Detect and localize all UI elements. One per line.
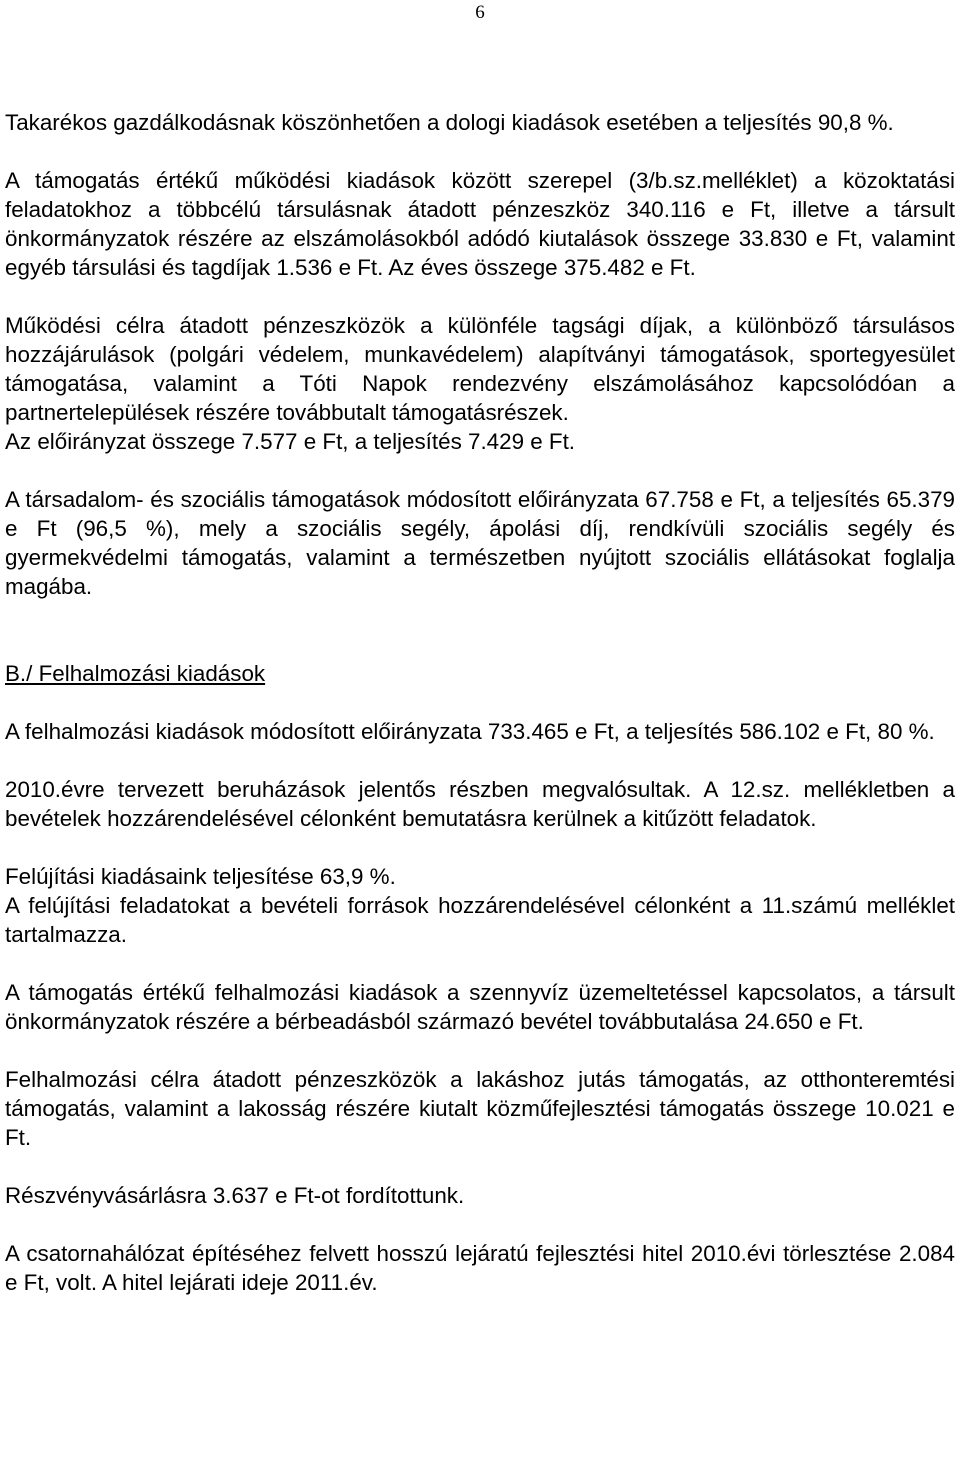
paragraph-reszvenyvasarlas: Részvényvásárlásra 3.637 e Ft-ot fordítottunk.: [5, 1183, 465, 1208]
paragraph-mukodesi-kiadasok: A támogatás értékű működési kiadások között szerepel (3/b.sz.melléklet) a közoktatási feladatokhoz a többcélú társulásnak átadott pénzeszköz 340.116 e Ft, illetve a társult önkormányzatok részére az elszámolásokból adódó kiutalások összege 33.830 e Ft, valamint egyéb társulási és tagdíjak 1.536 e Ft. Az éves összege 375.482 e Ft.: [5, 168, 955, 280]
section-heading-felhalmozasi: B./ Felhalmozási kiadások: [5, 661, 266, 686]
paragraph-eloiranyzat-osszege: Az előirányzat összege 7.577 e Ft, a teljesítés 7.429 e Ft.: [5, 429, 576, 454]
paragraph-felhalmozasi-tamogatas-ertek: A támogatás értékű felhalmozási kiadások a szennyvíz üzemeltetéssel kapcsolatos, a társult önkormányzatok részére a bérbeadásból származó bevétel továbbutalása 24.650 e Ft.: [5, 980, 955, 1034]
paragraph-szocialis-tamogatasok: A társadalom- és szociális támogatások módosított előirányzata 67.758 e Ft, a teljesítés 65.379 e Ft (96,5 %), mely a szociális segély, ápolási díj, rendkívüli szociális segély és gyermekvédelmi támogatás, valamint a természetben nyújtott szociális ellátásokat foglalja magába.: [5, 487, 955, 599]
paragraph-felhalmozasi-atadott: Felhalmozási célra átadott pénzeszközök a lakáshoz jutás támogatás, az otthonteremtési támogatás, valamint a lakosság részére kiutalt közműfejlesztési támogatás összege 10.021 e Ft.: [5, 1067, 955, 1150]
page-number: 6: [475, 2, 485, 23]
document-body: [5, 108, 955, 1297]
paragraph-hitel-torlesztes: A csatornahálózat építéséhez felvett hosszú lejáratú fejlesztési hitel 2010.évi törlesztése 2.084 e Ft, volt. A hitel lejárati ideje 2011.év.: [5, 1241, 955, 1295]
paragraph-felujitasi-feladatok: A felújítási feladatokat a bevételi források hozzárendelésével célonként a 11.számú melléklet tartalmazza.: [5, 893, 955, 947]
paragraph-beruhazasok: 2010.évre tervezett beruházások jelentős részben megvalósultak. A 12.sz. mellékletben a bevételek hozzárendelésével célonként bemutatásra kerülnek a kitűzött feladatok.: [5, 777, 955, 831]
paragraph-felhalmozasi-kiadasok: A felhalmozási kiadások módosított előirányzata 733.465 e Ft, a teljesítés 586.102 e Ft, 80 %.: [5, 719, 935, 744]
paragraph-dologi-kiadasok: Takarékos gazdálkodásnak köszönhetően a dologi kiadások esetében a teljesítés 90,8 %.: [5, 110, 894, 135]
paragraph-atadott-penzeszkozok: Működési célra átadott pénzeszközök a különféle tagsági díjak, a különböző társulásos hozzájárulások (polgári védelem, munkavédelem) alapítványi támogatások, sportegyesület támogatása, valamint a Tóti Napok rendezvény elszámolásához kapcsolódóan a partnertelepülések részére továbbutalt támogatásrészek.: [5, 313, 955, 425]
paragraph-felujitasi-teljesites: Felújítási kiadásaink teljesítése 63,9 %.: [5, 864, 396, 889]
